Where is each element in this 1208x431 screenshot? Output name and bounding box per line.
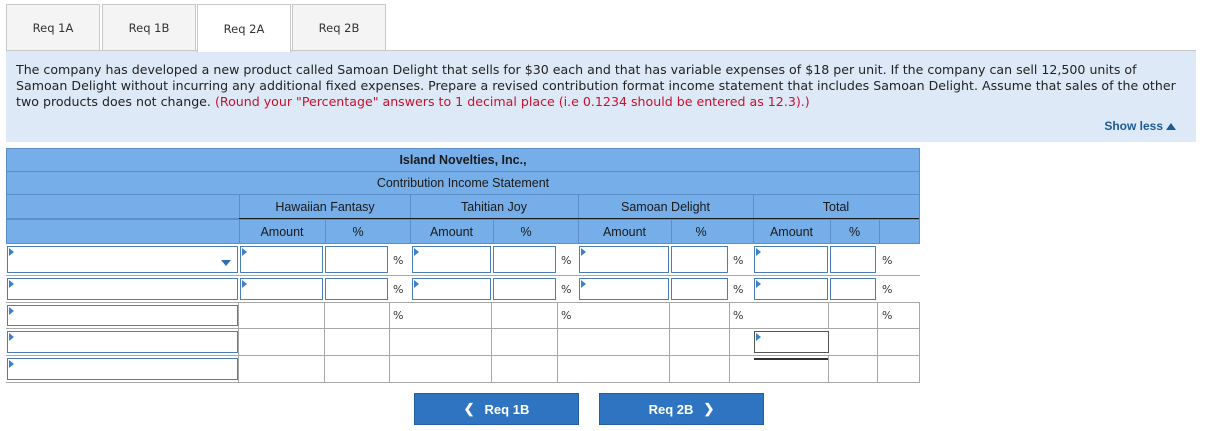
hf-pct-cell bbox=[324, 356, 390, 382]
triangle-up-icon bbox=[1166, 123, 1176, 130]
chevron-left-icon: ❮ bbox=[463, 401, 475, 416]
tj-pct-cell bbox=[492, 303, 558, 328]
tj-pct-cell bbox=[492, 356, 558, 382]
tj-pct-input[interactable] bbox=[493, 278, 556, 300]
pct-sign: % bbox=[561, 283, 572, 296]
company-name: Island Novelties, Inc., bbox=[399, 153, 527, 167]
table-row bbox=[6, 356, 920, 383]
header-company-row bbox=[6, 148, 920, 172]
total-pct-input[interactable] bbox=[830, 278, 876, 300]
sd-amount-input[interactable] bbox=[579, 278, 669, 300]
product-tahitian-joy: Tahitian Joy bbox=[460, 199, 527, 214]
tj-amount-cell bbox=[390, 303, 492, 328]
hf-amount-cell bbox=[238, 329, 325, 355]
total-amount-cell bbox=[730, 356, 829, 382]
rounding-note: (Round your "Percentage" answers to 1 decimal place (i.e 0.1234 should be entered as 12.3).) bbox=[214, 94, 810, 110]
end-cell bbox=[878, 356, 920, 382]
tj-pct-cell bbox=[492, 329, 558, 355]
income-statement-table bbox=[6, 148, 920, 384]
pct-sign: % bbox=[393, 309, 404, 322]
sd-amount-cell bbox=[558, 356, 670, 382]
sd-pct-input[interactable] bbox=[671, 246, 728, 273]
table-row bbox=[6, 329, 920, 356]
row-label-input[interactable] bbox=[7, 278, 238, 300]
show-less-label: Show less bbox=[1104, 119, 1163, 133]
pct-sign: % bbox=[393, 254, 404, 267]
product-samoan-delight: Samoan Delight bbox=[621, 199, 710, 214]
col-sd-pct: % bbox=[695, 224, 707, 239]
product-hawaiian-fantasy: Hawaiian Fantasy bbox=[275, 199, 375, 214]
prev-req-button[interactable] bbox=[414, 393, 579, 425]
sd-amount-cell bbox=[558, 303, 670, 328]
sd-amount-cell bbox=[558, 329, 670, 355]
pct-sign: % bbox=[882, 254, 893, 267]
row-label-dropdown[interactable] bbox=[7, 246, 238, 273]
chevron-down-icon bbox=[221, 260, 231, 266]
col-sd-amount: Amount bbox=[602, 224, 647, 239]
chevron-right-icon: ❯ bbox=[703, 401, 715, 416]
sd-pct-cell bbox=[670, 356, 730, 382]
tab-req-2b[interactable]: Req 2B bbox=[292, 4, 386, 51]
hf-pct-cell bbox=[324, 303, 390, 328]
instruction-panel bbox=[6, 50, 1196, 142]
total-pct-cell bbox=[829, 329, 878, 355]
col-hf-amount: Amount bbox=[260, 224, 304, 239]
tj-amount-input[interactable] bbox=[412, 246, 491, 273]
product-total: Total bbox=[822, 199, 850, 214]
pct-sign: % bbox=[733, 254, 744, 267]
row-label-input[interactable] bbox=[7, 305, 238, 326]
next-req-label: Req 2B bbox=[648, 401, 694, 417]
tj-pct-input[interactable] bbox=[493, 246, 556, 273]
sd-amount-input[interactable] bbox=[579, 246, 669, 273]
sd-pct-input[interactable] bbox=[671, 278, 728, 300]
hf-amount-cell bbox=[238, 303, 325, 328]
tj-amount-cell bbox=[390, 356, 492, 382]
pct-sign: % bbox=[882, 309, 893, 322]
col-total-amount: Amount bbox=[769, 224, 814, 239]
hf-pct-input[interactable] bbox=[325, 278, 388, 300]
next-req-button[interactable] bbox=[599, 393, 764, 425]
pct-sign: % bbox=[733, 283, 744, 296]
total-amount-cell bbox=[730, 303, 829, 328]
table-row bbox=[6, 276, 920, 303]
tab-req-1a[interactable]: Req 1A bbox=[6, 4, 100, 51]
instruction-text bbox=[16, 62, 1188, 111]
tab-req-1b[interactable]: Req 1B bbox=[102, 4, 196, 51]
header-statement-row bbox=[6, 171, 920, 195]
hf-amount-input[interactable] bbox=[240, 246, 323, 273]
col-hf-pct: % bbox=[352, 224, 364, 239]
tab-req-2a[interactable]: Req 2A bbox=[197, 4, 291, 52]
row-label-input[interactable] bbox=[7, 358, 238, 380]
double-underline bbox=[754, 358, 828, 360]
hf-pct-cell bbox=[324, 329, 390, 355]
statement-title: Contribution Income Statement bbox=[376, 176, 550, 190]
row-label-input[interactable] bbox=[7, 331, 238, 353]
tj-amount-cell bbox=[390, 329, 492, 355]
hf-amount-cell bbox=[238, 356, 325, 382]
pct-sign: % bbox=[882, 283, 893, 296]
pct-sign: % bbox=[393, 283, 404, 296]
table-row bbox=[6, 244, 920, 276]
prev-req-label: Req 1B bbox=[484, 401, 530, 417]
tj-amount-input[interactable] bbox=[412, 278, 491, 300]
col-tj-amount: Amount bbox=[429, 224, 474, 239]
total-amount-input[interactable] bbox=[754, 331, 829, 353]
pct-sign: % bbox=[733, 309, 744, 322]
show-less-button[interactable] bbox=[1104, 119, 1176, 133]
hf-amount-input[interactable] bbox=[240, 278, 323, 300]
tab-bar bbox=[6, 4, 1196, 51]
table-row bbox=[6, 303, 920, 329]
pct-sign: % bbox=[561, 309, 572, 322]
header-subcols-row bbox=[6, 219, 920, 244]
total-pct-cell bbox=[829, 303, 878, 328]
hf-pct-input[interactable] bbox=[325, 246, 388, 273]
total-amount-input[interactable] bbox=[754, 246, 828, 273]
sd-pct-cell bbox=[670, 303, 730, 328]
col-tj-pct: % bbox=[520, 224, 532, 239]
total-amount-input[interactable] bbox=[754, 278, 828, 300]
end-cell bbox=[878, 329, 920, 355]
col-total-pct: % bbox=[848, 224, 861, 239]
total-pct-cell bbox=[829, 356, 878, 382]
header-products-row bbox=[6, 194, 920, 219]
end-cell bbox=[878, 303, 920, 328]
sd-pct-cell bbox=[670, 329, 730, 355]
total-pct-input[interactable] bbox=[830, 246, 876, 273]
instruction-body: The company has developed a new product called Samoan Delight that sells for $30 each and that has variable expenses of $18 per unit. If the company can sell 12,500 units of Samoan Delight without incurring any additional fixed expenses. Prepare a revised contribution format income statement that includes Samoan Delight. Assume that sales of the other two products does not change. bbox=[16, 62, 1176, 110]
pct-sign: % bbox=[561, 254, 572, 267]
